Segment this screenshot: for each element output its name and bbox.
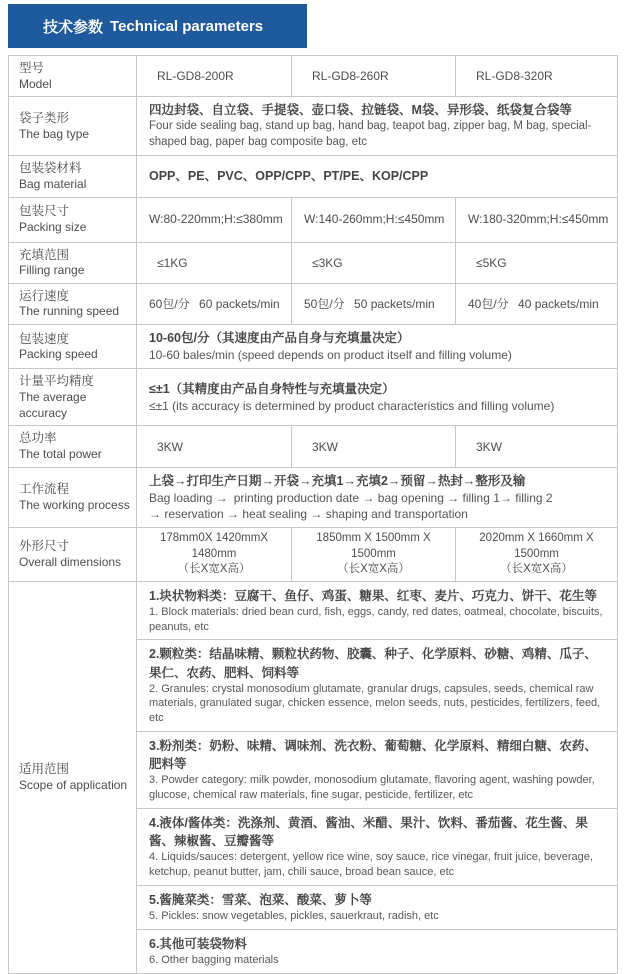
total-power-label-en: The total power	[19, 446, 102, 461]
scope-item-powder	[137, 732, 617, 809]
bag-material-value-text: OPP、PE、PVC、OPP/CPP、PT/PE、KOP/CPP	[149, 168, 429, 183]
model-value-1-text: RL-GD8-200R	[157, 69, 234, 84]
scope-item-block-materials	[137, 582, 617, 641]
row-scope-of-application	[9, 582, 617, 973]
dimensions-label	[9, 528, 137, 581]
technical-parameters-banner	[8, 4, 307, 48]
filling-range-value-1-text: ≤1KG	[157, 255, 188, 270]
bag-type-label-en: The bag type	[19, 126, 90, 141]
filling-range-label-en: Filling range	[19, 263, 85, 278]
dimensions-value-2-note: （长X宽X高）	[337, 563, 410, 576]
row-packing-speed	[9, 325, 617, 369]
row-total-power	[9, 426, 617, 467]
bag-material-value	[137, 156, 617, 196]
row-working-process	[9, 468, 617, 528]
packing-size-value-3-text: W:180-320mm;H:≤450mm	[468, 212, 609, 227]
total-power-value-2	[292, 426, 456, 466]
running-speed-value-3	[456, 284, 617, 324]
model-label	[9, 56, 137, 96]
row-average-accuracy	[9, 369, 617, 426]
bag-type-value-en: Four side sealing bag, stand up bag, hand bag, teapot bag, zipper bag, M bag, special-shaped bag, paper bag composite bag, etc	[149, 120, 592, 148]
dimensions-value-2	[292, 528, 456, 581]
scope-items	[137, 582, 617, 973]
row-bag-material	[9, 156, 617, 197]
scope-item-2-cn: 2.颗粒类：结晶味精、颗粒状药物、胶囊、种子、化学原料、砂糖、鸡精、瓜子、果仁、农药、肥料、饲料等	[149, 647, 597, 680]
dimensions-value-1	[137, 528, 292, 581]
bag-material-label-en: Bag material	[19, 176, 87, 191]
dimensions-value-3	[456, 528, 617, 581]
scope-item-2-en: 2. Granules: crystal monosodium glutamate, granular drugs, capsules, seeds, chemical raw materials, granulated sugar, chicken essence, melon seeds, nuts, pesticides, fertilizers, feed, etc	[149, 682, 601, 725]
row-model	[9, 56, 617, 97]
accuracy-value-en: ≤±1 (its accuracy is determined by product characteristics and filling volume)	[149, 398, 555, 413]
running-speed-label-cn: 运行速度	[19, 288, 70, 303]
scope-item-6-cn: 6.其他可装袋物料	[149, 937, 247, 952]
accuracy-value	[137, 369, 617, 425]
scope-item-5-cn: 5.酱腌菜类：雪菜、泡菜、酸菜、萝卜等	[149, 893, 372, 908]
packing-speed-value-en: 10-60 bales/min (speed depends on product itself and filling volume)	[149, 348, 512, 363]
model-label-cn: 型号	[19, 61, 45, 75]
banner-title-cn: 技术参数	[43, 18, 104, 36]
scope-item-5-en: 5. Pickles: snow vegetables, pickles, sauerkraut, radish, etc	[149, 910, 439, 923]
bag-type-value-cn: 四边封袋、自立袋、手提袋、壶口袋、拉链袋、M袋、异形袋、纸袋复合袋等	[149, 103, 572, 118]
packing-speed-label-en: Packing speed	[19, 347, 98, 362]
total-power-value-3	[456, 426, 617, 466]
packing-size-value-3	[456, 198, 617, 242]
accuracy-label-en: The average accuracy	[19, 389, 87, 420]
scope-item-other	[137, 930, 617, 973]
running-speed-label-en: The running speed	[19, 304, 120, 319]
scope-item-4-cn: 4.液体/酱体类：洗涤剂、黄酒、酱油、米醋、果汁、饮料、番茄酱、花生酱、果酱、辣椒酱、豆瓣酱等	[149, 816, 588, 849]
model-value-3	[456, 56, 617, 96]
accuracy-label-cn: 计量平均精度	[19, 374, 95, 389]
scope-item-granules	[137, 640, 617, 732]
bag-type-value	[137, 97, 617, 155]
working-process-value-en-2: → reservation → heat sealing → shaping and transportation	[149, 506, 468, 521]
running-speed-value-1-text: 60包/分 60 packets/min	[149, 296, 280, 311]
dimensions-label-cn: 外形尺寸	[19, 539, 70, 554]
row-overall-dimensions	[9, 528, 617, 582]
scope-item-liquids-sauces	[137, 809, 617, 886]
scope-item-4-en: 4. Liquids/sauces: detergent, yellow rice wine, soy sauce, rice vinegar, fruit juice, beverage, ketchup, peanut butter, jam, chili sauce, broad bean sauce, etc	[149, 851, 593, 879]
spec-table	[8, 55, 618, 974]
running-speed-value-2	[292, 284, 456, 324]
dimensions-value-1-note: （长X宽X高）	[177, 563, 251, 576]
running-speed-value-1	[137, 284, 292, 324]
model-label-en: Model	[19, 76, 52, 91]
working-process-value-en-1: Bag loading → printing production date → bag opening → filling 1→ filling 2	[149, 490, 553, 505]
working-process-value-cn: 上袋→打印生产日期→开袋→充填1→充填2→预留→热封→整形及输	[149, 473, 526, 488]
running-speed-label	[9, 284, 137, 324]
bag-type-label-cn: 袋子类形	[19, 111, 70, 126]
total-power-value-1-text: 3KW	[157, 439, 184, 454]
packing-speed-value-cn: 10-60包/分（其速度由产品自身与充填量决定）	[149, 331, 410, 346]
scope-item-6-en: 6. Other bagging materials	[149, 954, 279, 967]
scope-item-3-en: 3. Powder category: milk powder, monosodium glutamate, flavoring agent, washing powder, glucose, chemical raw materials, fine sugar, pesticide, fertilizer, etc	[149, 774, 595, 802]
total-power-value-1	[137, 426, 292, 466]
accuracy-value-cn: ≤±1（其精度由产品自身特性与充填量决定）	[149, 381, 395, 396]
total-power-value-2-text: 3KW	[312, 439, 339, 454]
packing-size-value-2-text: W:140-260mm;H:≤450mm	[304, 212, 445, 227]
row-packing-size	[9, 198, 617, 243]
filling-range-value-2-text: ≤3KG	[312, 255, 343, 270]
packing-size-label	[9, 198, 137, 242]
scope-item-3-cn: 3.粉剂类：奶粉、味精、调味剂、洗衣粉、葡萄糖、化学原料、精细白糖、农药、肥料等	[149, 739, 597, 772]
working-process-label-cn: 工作流程	[19, 482, 70, 497]
packing-speed-label	[9, 325, 137, 368]
packing-size-value-1-text: W:80-220mm;H:≤380mm	[149, 212, 283, 227]
accuracy-label	[9, 369, 137, 425]
dimensions-value-3-size: 2020mm X 1660mm X 1500mm	[479, 532, 594, 560]
model-value-2-text: RL-GD8-260R	[312, 69, 389, 84]
scope-item-1-cn: 1.块状物料类：豆腐干、鱼仔、鸡蛋、糖果、红枣、麦片、巧克力、饼干、花生等	[149, 588, 597, 603]
filling-range-value-3	[456, 243, 617, 283]
dimensions-value-2-size: 1850mm X 1500mm X 1500mm	[316, 532, 431, 560]
row-running-speed	[9, 284, 617, 325]
model-value-3-text: RL-GD8-320R	[476, 69, 553, 84]
filling-range-label	[9, 243, 137, 283]
working-process-value	[137, 468, 617, 527]
banner-title-en: Technical parameters	[110, 17, 264, 35]
total-power-label-cn: 总功率	[19, 431, 57, 446]
filling-range-value-2	[292, 243, 456, 283]
total-power-label	[9, 426, 137, 466]
scope-label-cn: 适用范围	[19, 762, 70, 777]
model-value-1	[137, 56, 292, 96]
running-speed-value-2-text: 50包/分 50 packets/min	[304, 296, 435, 311]
bag-material-label-cn: 包装袋材料	[19, 161, 82, 176]
running-speed-value-3-text: 40包/分 40 packets/min	[468, 296, 599, 311]
filling-range-value-3-text: ≤5KG	[476, 255, 507, 270]
bag-type-label	[9, 97, 137, 155]
filling-range-value-1	[137, 243, 292, 283]
scope-label-en: Scope of application	[19, 777, 128, 792]
packing-size-value-1	[137, 198, 292, 242]
dimensions-value-3-note: （长X宽X高）	[500, 563, 573, 576]
dimensions-label-en: Overall dimensions	[19, 554, 122, 569]
packing-speed-label-cn: 包装速度	[19, 331, 70, 346]
working-process-label-en: The working process	[19, 497, 130, 512]
dimensions-value-1-size: 178mm0X 1420mmX 1480mm	[159, 532, 269, 560]
bag-material-label	[9, 156, 137, 196]
scope-item-1-en: 1. Block materials: dried bean curd, fish, eggs, candy, red dates, oatmeal, chocolate, biscuits, peanuts, etc	[149, 605, 603, 633]
total-power-value-3-text: 3KW	[476, 439, 503, 454]
packing-size-value-2	[292, 198, 456, 242]
row-bag-type	[9, 97, 617, 156]
packing-speed-value	[137, 325, 617, 368]
model-value-2	[292, 56, 456, 96]
scope-item-pickles	[137, 886, 617, 930]
filling-range-label-cn: 充填范围	[19, 247, 70, 262]
row-filling-range	[9, 243, 617, 284]
packing-size-label-en: Packing size	[19, 219, 87, 234]
packing-size-label-cn: 包装尺寸	[19, 204, 70, 219]
scope-label	[9, 582, 137, 973]
working-process-label	[9, 468, 137, 527]
